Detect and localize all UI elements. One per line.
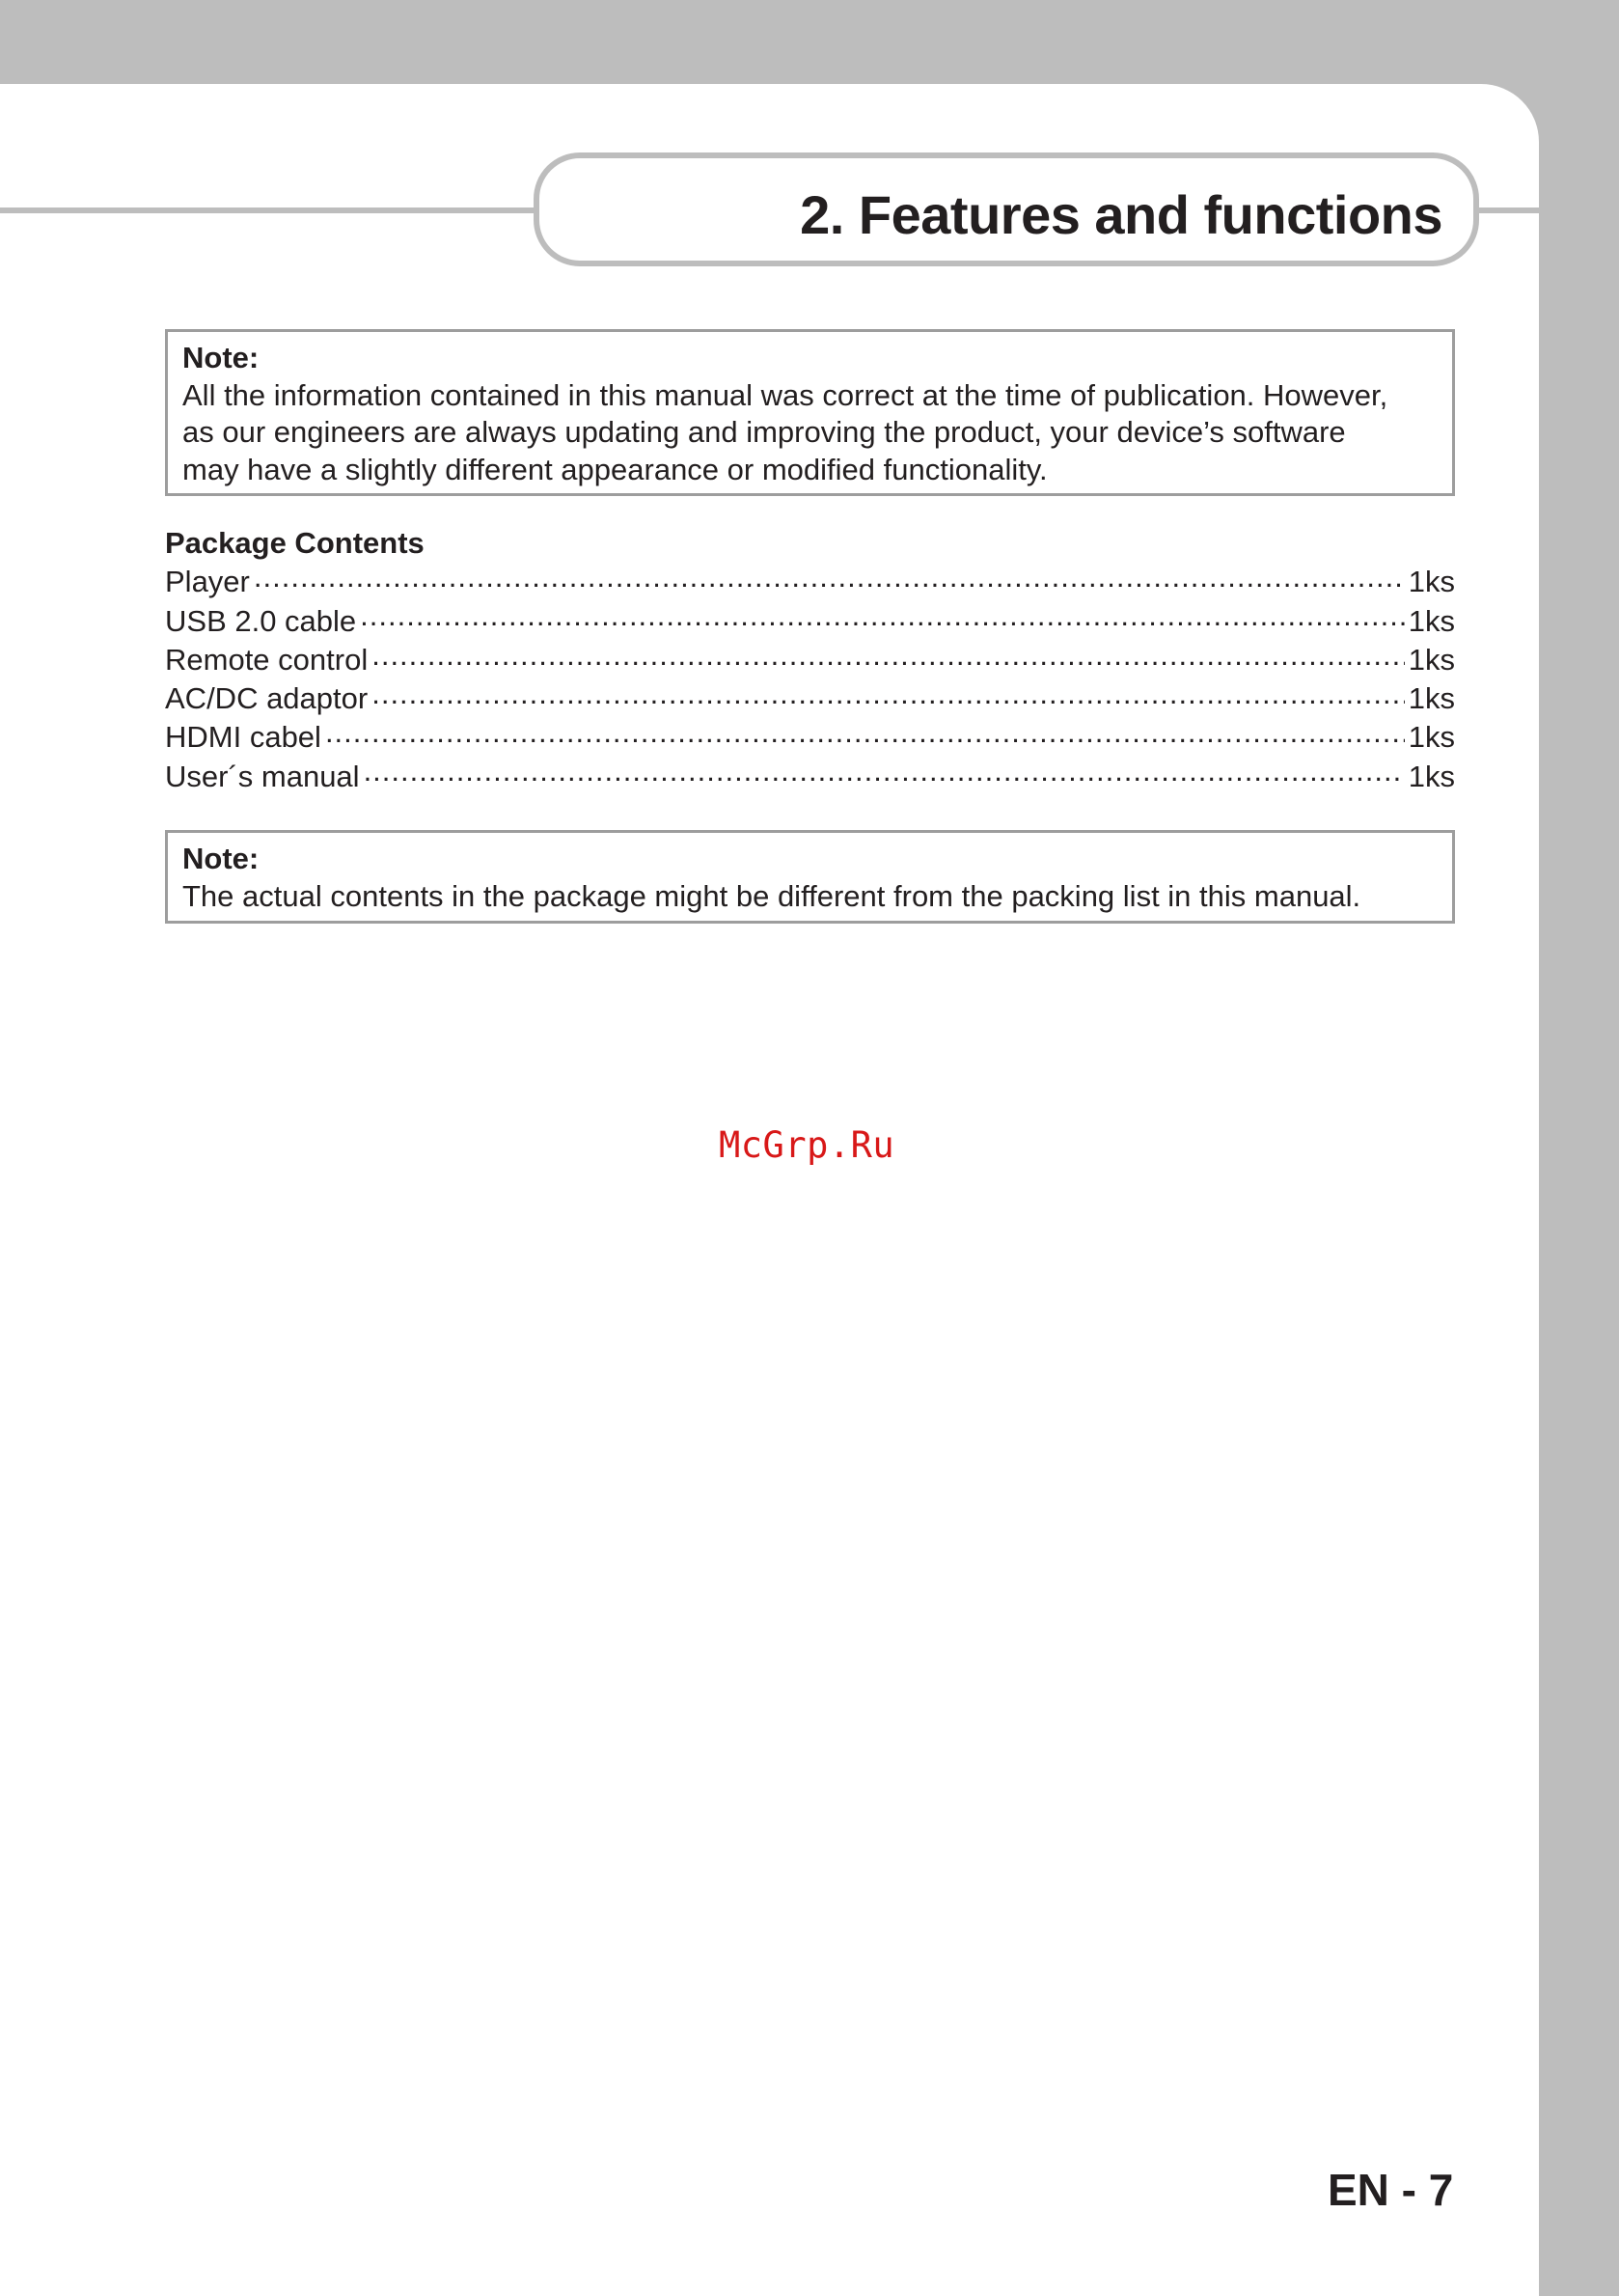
item-name: Player: [165, 565, 250, 599]
item-name: HDMI cabel: [165, 720, 321, 755]
dot-leader: [371, 640, 1405, 670]
item-name: User´s manual: [165, 759, 360, 793]
section-title: 2. Features and functions: [800, 184, 1442, 245]
note-line: The actual contents in the package might be different from the packing list in this manual.: [182, 878, 1361, 913]
package-contents-title: Package Contents: [165, 526, 425, 560]
header-rule-left: [0, 207, 540, 213]
item-name: USB 2.0 cable: [165, 603, 357, 638]
item-quantity: 1ks: [1408, 565, 1455, 599]
watermark: McGrp.Ru: [719, 1124, 895, 1166]
dot-leader: [360, 601, 1405, 631]
list-item: [165, 757, 1455, 795]
item-name: AC/DC adaptor: [165, 681, 369, 716]
note-box-package: [165, 830, 1455, 924]
dot-leader: [371, 678, 1405, 708]
dot-leader: [325, 717, 1405, 747]
item-quantity: 1ks: [1408, 681, 1455, 716]
note-line: as our engineers are always updating and improving the product, your device’s software: [182, 415, 1346, 449]
header-rule-right: [1467, 207, 1619, 213]
package-contents: [165, 525, 1455, 795]
list-item: [165, 717, 1455, 756]
item-quantity: 1ks: [1408, 603, 1455, 638]
item-quantity: 1ks: [1408, 759, 1455, 793]
list-item: [165, 601, 1455, 640]
note-label: Note:: [182, 341, 260, 374]
item-quantity: 1ks: [1408, 720, 1455, 755]
list-item: [165, 640, 1455, 678]
section-title-tab: [534, 152, 1479, 266]
item-quantity: 1ks: [1408, 642, 1455, 677]
item-name: Remote control: [165, 642, 369, 677]
dot-leader: [254, 562, 1405, 592]
note-box-disclaimer: [165, 329, 1455, 496]
page-number: EN - 7: [1328, 2165, 1454, 2215]
dot-leader: [364, 757, 1405, 787]
note-label: Note:: [182, 842, 260, 875]
note-line: may have a slightly different appearance or modified functionality.: [182, 452, 1048, 486]
list-item: [165, 562, 1455, 600]
list-item: [165, 678, 1455, 717]
note-line: All the information contained in this manual was correct at the time of publication. However,: [182, 377, 1388, 412]
